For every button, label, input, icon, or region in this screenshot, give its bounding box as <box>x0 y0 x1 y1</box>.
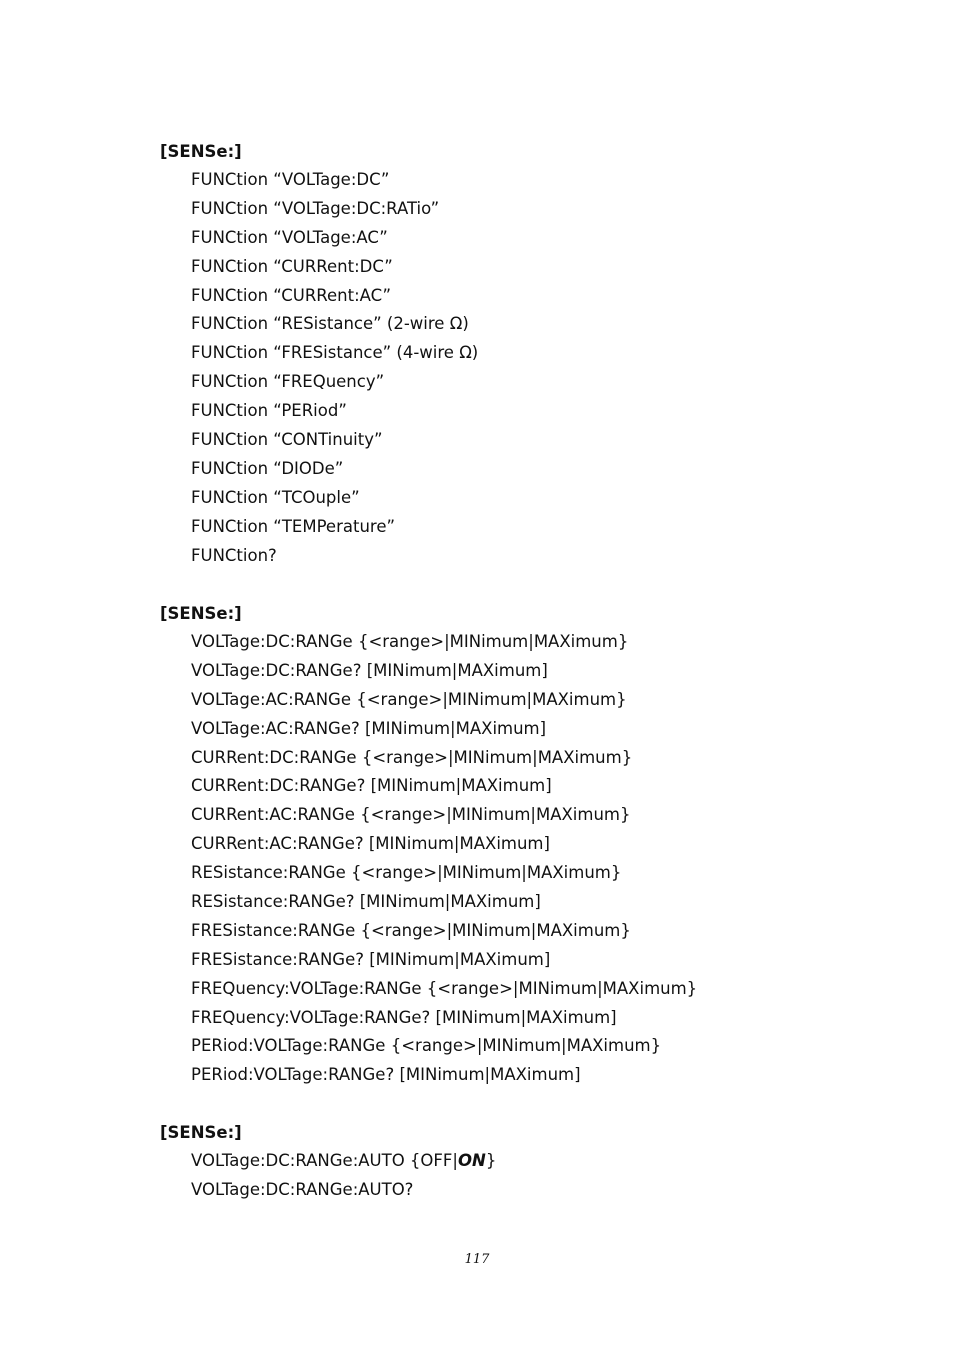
command-line: FUNCtion “VOLTage:DC” <box>191 170 390 189</box>
command-line: FUNCtion “RESistance” (2-wire Ω) <box>191 314 469 334</box>
command-line <box>191 1147 496 1176</box>
command-line: PERiod:VOLTage:RANGe? [MINimum|MAXimum] <box>191 1065 581 1085</box>
command-line: FUNCtion “PERiod” <box>191 401 347 421</box>
command-line: RESistance:RANGe {<range>|MINimum|MAXimum} <box>191 863 622 883</box>
command-line: FUNCtion “FRESistance” (4-wire Ω) <box>191 343 479 363</box>
command-line: CURRent:AC:RANGe {<range>|MINimum|MAXimum} <box>191 805 631 825</box>
section-function <box>160 137 478 570</box>
command-line: FUNCtion “TEMPerature” <box>191 516 396 536</box>
command-line: FREQuency:VOLTage:RANGe? [MINimum|MAXimum] <box>191 1007 617 1027</box>
command-line: FUNCtion “CURRent:DC” <box>191 256 393 276</box>
command-line: VOLTage:DC:RANGe? [MINimum|MAXimum] <box>191 660 548 680</box>
command-line: FUNCtion “CONTinuity” <box>191 430 383 450</box>
command-line: FRESistance:RANGe? [MINimum|MAXimum] <box>191 949 551 969</box>
command-line: FUNCtion? <box>191 545 277 565</box>
command-line: VOLTage:AC:RANGe? [MINimum|MAXimum] <box>191 718 547 738</box>
section-heading: [SENSe:] <box>160 604 242 623</box>
section-heading: [SENSe:] <box>160 142 242 161</box>
default-option-emphasis: ON <box>457 1151 486 1170</box>
command-line: CURRent:AC:RANGe? [MINimum|MAXimum] <box>191 834 550 854</box>
command-line: VOLTage:DC:RANGe {<range>|MINimum|MAXimum} <box>191 632 629 651</box>
command-line: VOLTage:DC:RANGe:AUTO? <box>191 1179 414 1199</box>
section-range <box>160 599 697 1090</box>
command-text: VOLTage:DC:RANGe:AUTO {OFF| <box>191 1151 458 1170</box>
command-line: FUNCtion “TCOuple” <box>191 487 360 507</box>
command-line: FRESistance:RANGe {<range>|MINimum|MAXimum} <box>191 920 631 940</box>
command-line: RESistance:RANGe? [MINimum|MAXimum] <box>191 892 541 912</box>
section-heading: [SENSe:] <box>160 1123 242 1142</box>
command-line: FUNCtion “VOLTage:DC:RATio” <box>191 198 440 218</box>
command-line: VOLTage:AC:RANGe {<range>|MINimum|MAXimum} <box>191 689 627 709</box>
command-line: FUNCtion “CURRent:AC” <box>191 285 392 305</box>
command-line: FUNCtion “DIODe” <box>191 458 344 478</box>
command-line: CURRent:DC:RANGe {<range>|MINimum|MAXimum} <box>191 747 633 767</box>
command-line: CURRent:DC:RANGe? [MINimum|MAXimum] <box>191 776 552 796</box>
section-range-auto <box>160 1118 496 1205</box>
command-text: } <box>485 1151 497 1170</box>
command-line: FUNCtion “FREQuency” <box>191 372 385 392</box>
command-line: FREQuency:VOLTage:RANGe {<range>|MINimum|MAXimum} <box>191 978 698 998</box>
command-line: FUNCtion “VOLTage:AC” <box>191 227 388 247</box>
page-number: 117 <box>464 1252 490 1267</box>
command-line: PERiod:VOLTage:RANGe {<range>|MINimum|MAXimum} <box>191 1036 662 1056</box>
